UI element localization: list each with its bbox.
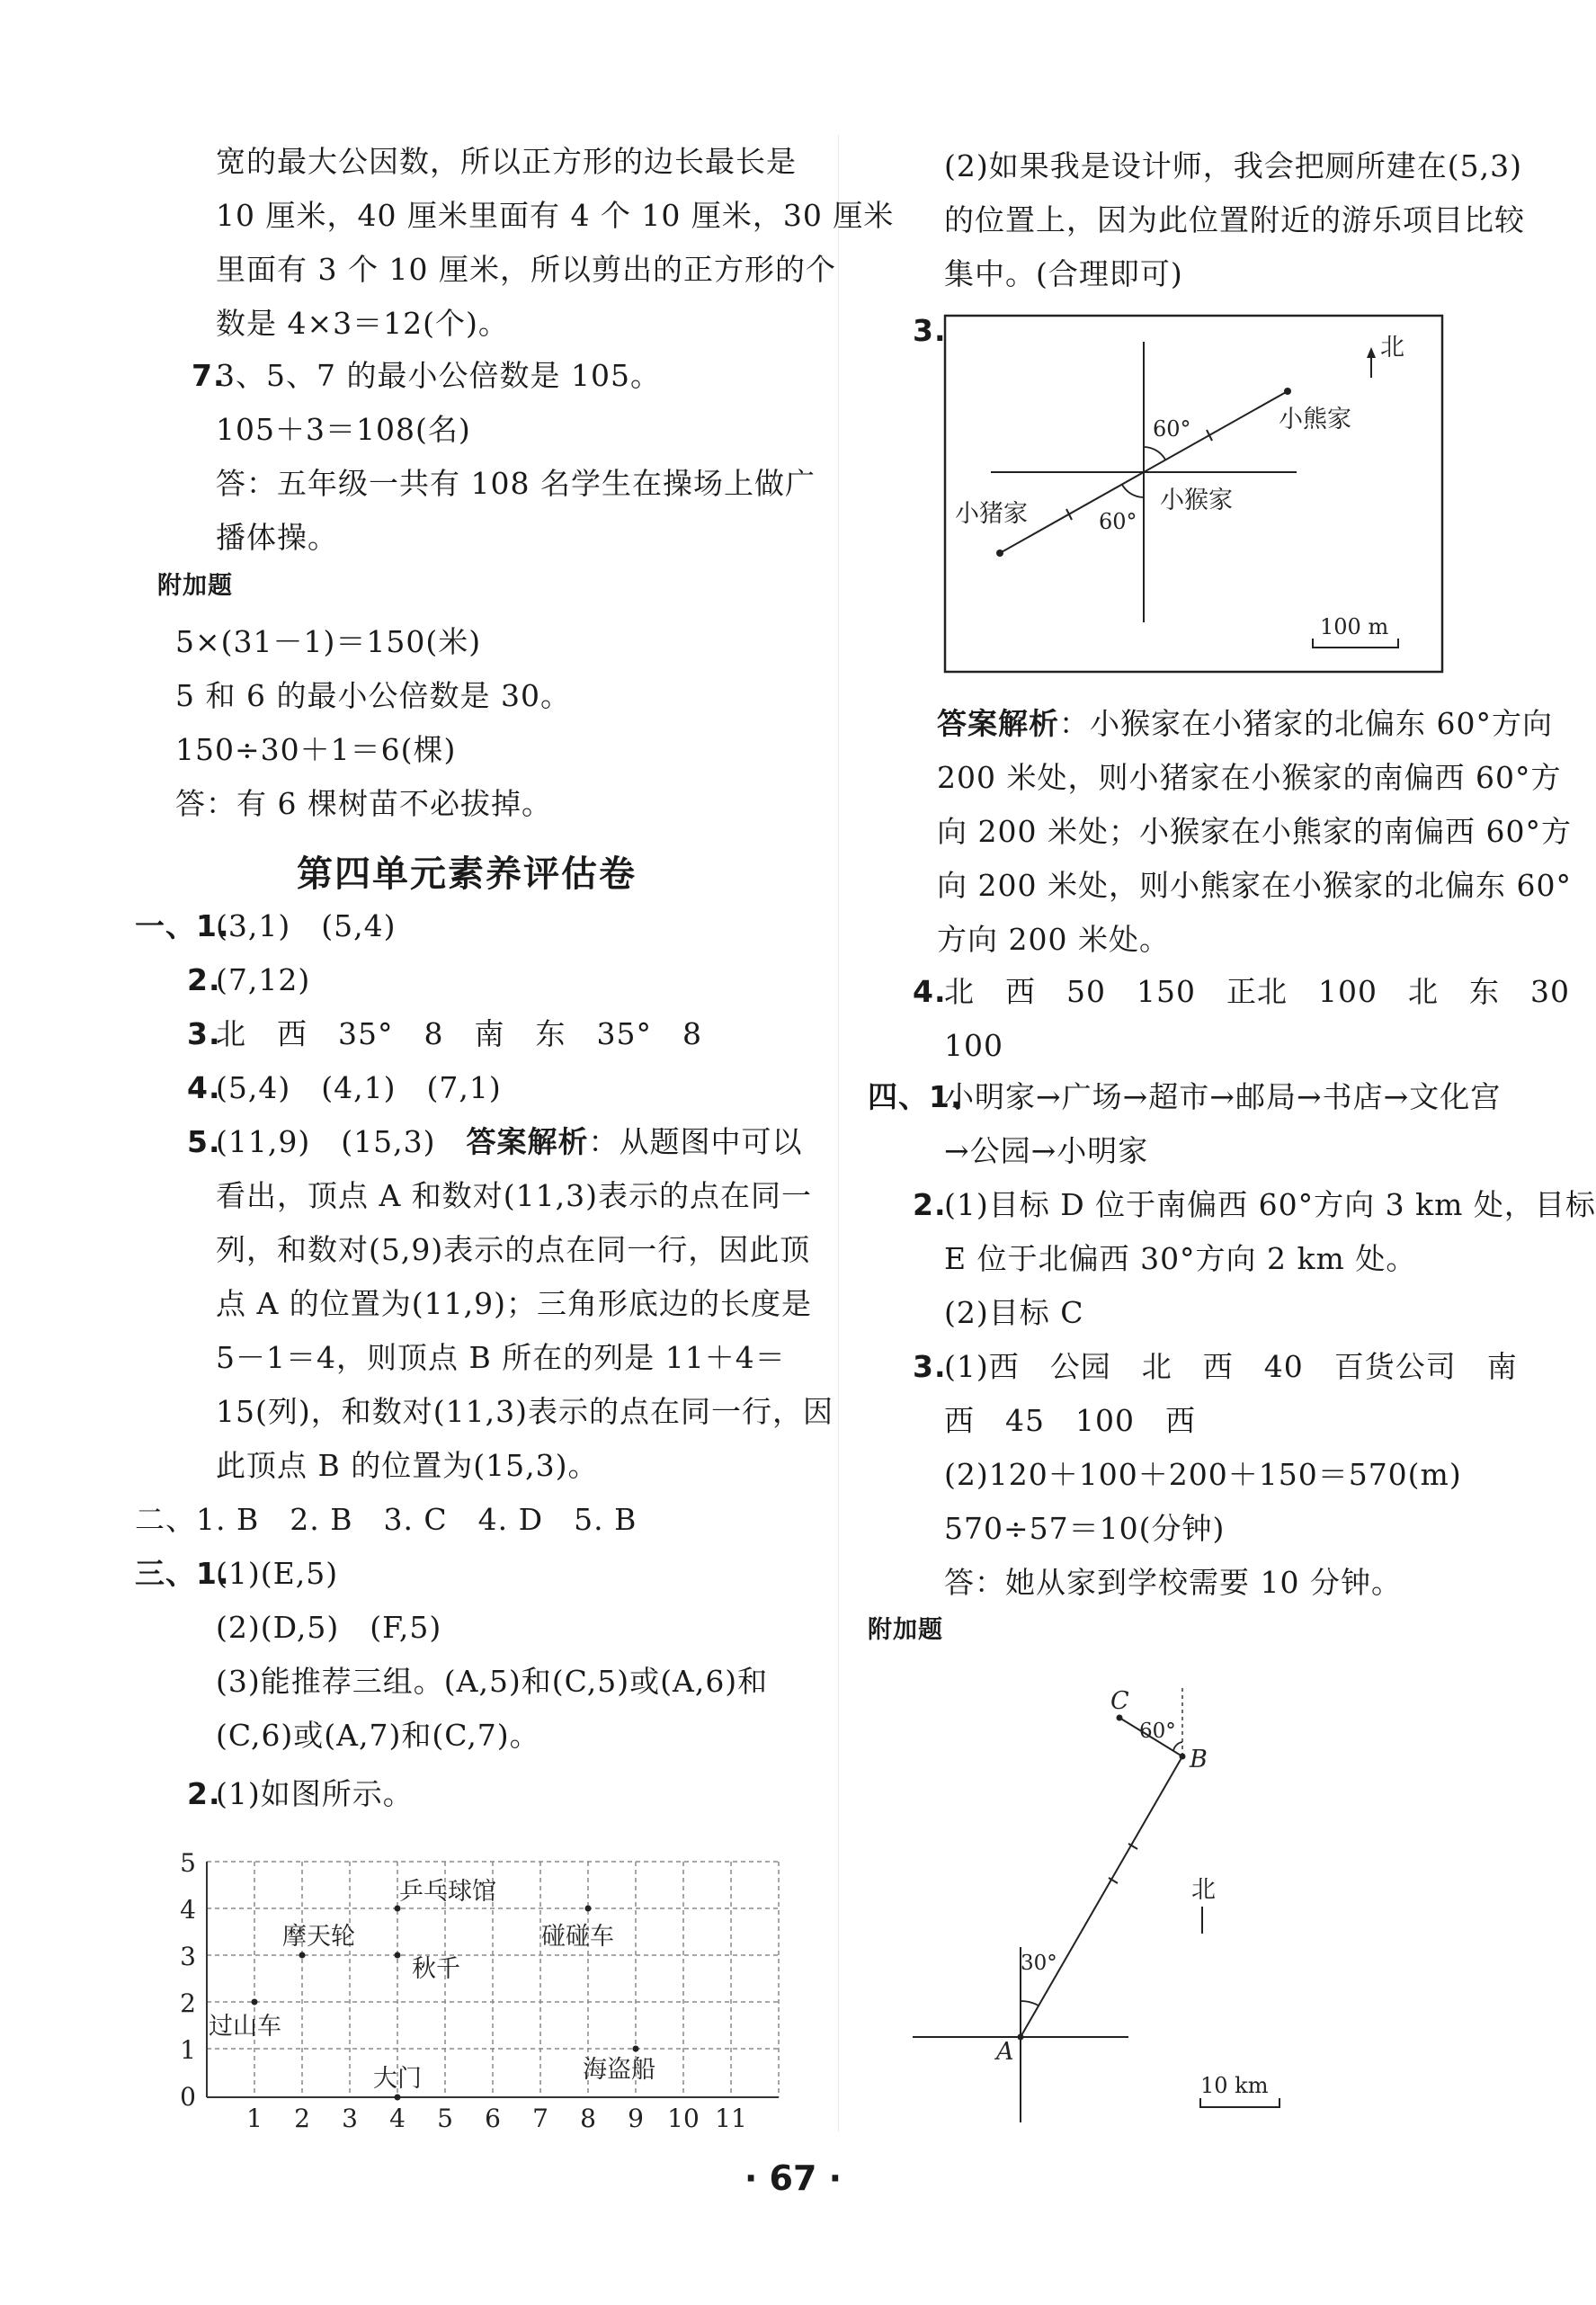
text-line: (2)目标 C — [944, 1295, 1084, 1330]
angle-label: 60° — [1139, 1720, 1176, 1743]
section-number: 四、1. — [868, 1079, 963, 1114]
y-tick: 4 — [180, 1895, 196, 1925]
text-line: 105＋3＝108(名) — [216, 412, 471, 447]
text-line: 宽的最大公因数，所以正方形的边长最长是 — [216, 144, 797, 179]
answer-values: (11,9) (15,3) — [216, 1124, 467, 1159]
question-number: 5. — [187, 1124, 221, 1159]
text-line: (2)(D,5) (F,5) — [216, 1610, 442, 1645]
segment-ab — [1021, 1756, 1182, 2037]
question-number: 4. — [913, 974, 947, 1009]
angle-arc — [1021, 2001, 1039, 2006]
text-line: 10 厘米，40 厘米里面有 4 个 10 厘米，30 厘米 — [216, 198, 895, 233]
x-tick: 11 — [715, 2104, 747, 2133]
point-c — [1117, 1715, 1123, 1721]
place-point — [585, 1906, 592, 1912]
text-line: 小明家→广场→超市→邮局→书店→文化宫 — [944, 1079, 1502, 1114]
text-line: (3)能推荐三组。(A,5)和(C,5)或(A,6)和 — [216, 1664, 769, 1699]
text-line: 看出，顶点 A 和数对(11,3)表示的点在同一 — [216, 1178, 813, 1213]
point-a — [1018, 2034, 1024, 2041]
place-label: 摩天轮 — [282, 1923, 355, 1951]
text-line: (2)如果我是设计师，我会把厕所建在(5,3) — [944, 148, 1522, 183]
question-number: 4. — [187, 1070, 221, 1105]
place-label: 过山车 — [209, 2013, 281, 2041]
text-line: 570÷57＝10(分钟) — [944, 1511, 1226, 1546]
place-point — [395, 1952, 401, 1959]
text-line — [216, 1124, 802, 1160]
text-line: (1)西 公园 北 西 40 百货公司 南 — [944, 1349, 1518, 1384]
place-point — [252, 1999, 258, 2006]
text-line: 集中。(合理即可) — [944, 256, 1183, 291]
text-line: 方向 200 米处。 — [937, 922, 1170, 957]
extra-section-title: 附加题 — [868, 1616, 943, 1644]
y-tick: 2 — [180, 1988, 196, 2018]
question-number: 2. — [187, 1776, 221, 1811]
extra-section-title: 附加题 — [157, 572, 233, 600]
x-tick: 8 — [580, 2104, 596, 2133]
scale-bar — [1200, 2098, 1279, 2107]
unit-heading: 第四单元素养评估卷 — [297, 853, 637, 895]
text-line: 5 和 6 的最小公倍数是 30。 — [175, 678, 571, 713]
text-line: 向 200 米处；小猴家在小熊家的南偏西 60°方 — [937, 814, 1572, 849]
place-label: 海盗船 — [583, 2056, 655, 2084]
analysis-label: 答案解析 — [937, 706, 1059, 741]
place-label: 碰碰车 — [541, 1923, 614, 1951]
label-b: B — [1190, 1746, 1208, 1773]
text-line: 100 — [944, 1028, 1003, 1063]
text-line: (1)(E,5) — [216, 1556, 339, 1591]
text-line: →公园→小明家 — [944, 1133, 1149, 1168]
text-line: 答：五年级一共有 108 名学生在操场上做广 — [216, 466, 816, 501]
angle-arc — [1173, 1742, 1182, 1751]
x-tick: 2 — [294, 2104, 310, 2133]
place-point — [299, 1952, 306, 1959]
text-line: 200 米处，则小猪家在小猴家的南偏西 60°方 — [937, 760, 1562, 795]
x-tick: 4 — [389, 2104, 406, 2133]
page-number: · 67 · — [744, 2158, 843, 2198]
place-label-pig: 小猪家 — [955, 500, 1028, 528]
place-label: 大门 — [373, 2065, 422, 2093]
direction-map-figure — [944, 315, 1443, 675]
text-line: 二、1. B 2. B 3. C 4. D 5. B — [135, 1502, 638, 1537]
place-point — [395, 1906, 401, 1912]
place-label-monkey: 小猴家 — [1160, 487, 1233, 514]
text-line: 数是 4×3＝12(个)。 — [216, 306, 509, 341]
x-tick: 7 — [532, 2104, 548, 2133]
y-tick: 3 — [180, 1942, 196, 1971]
place-point — [395, 2095, 401, 2101]
text-line: (3,1) (5,4) — [216, 908, 397, 943]
place-label-bear: 小熊家 — [1279, 406, 1351, 433]
text-line — [937, 706, 1553, 742]
text-line: 5×(31－1)＝150(米) — [175, 624, 482, 659]
analysis-label: 答案解析 — [466, 1124, 589, 1159]
text-line: 150÷30＋1＝6(棵) — [175, 732, 457, 767]
text-line: 西 45 100 西 — [944, 1403, 1196, 1438]
section-number: 一、1. — [135, 908, 230, 943]
y-tick: 5 — [180, 1848, 196, 1878]
x-tick: 9 — [628, 2104, 644, 2133]
text-line: 向 200 米处，则小熊家在小猴家的北偏东 60° — [937, 868, 1572, 903]
question-number: 2. — [913, 1187, 947, 1222]
section-number: 三、1. — [135, 1556, 230, 1591]
bearing-path-figure — [904, 1668, 1335, 2136]
x-tick: 5 — [437, 2104, 453, 2133]
scale-label: 10 km — [1200, 2073, 1269, 2098]
text-line: E 位于北偏西 30°方向 2 km 处。 — [944, 1241, 1417, 1276]
text-line: (1)目标 D 位于南偏西 60°方向 3 km 处，目标 — [944, 1187, 1596, 1222]
text-line: 3、5、7 的最小公倍数是 105。 — [216, 358, 661, 393]
text-line: 5－1＝4，则顶点 B 所在的列是 11＋4＝ — [216, 1340, 786, 1375]
question-number: 7. — [192, 358, 226, 393]
park-grid-figure — [180, 1835, 818, 2140]
text-line: 答：有 6 棵树苗不必拔掉。 — [175, 786, 552, 821]
label-a: A — [996, 2038, 1014, 2066]
angle-label: 30° — [1021, 1952, 1057, 1975]
x-tick: 3 — [342, 2104, 358, 2133]
analysis-text: ：从题图中可以 — [588, 1124, 803, 1159]
y-tick: 0 — [180, 2082, 196, 2112]
text-line: 此顶点 B 的位置为(15,3)。 — [216, 1448, 599, 1483]
y-tick: 1 — [180, 2035, 196, 2065]
bear-home-point — [1284, 388, 1291, 395]
text-line: 的位置上，因为此位置附近的游乐项目比较 — [944, 202, 1525, 237]
question-number: 2. — [187, 962, 221, 997]
angle-arc — [1122, 485, 1144, 497]
x-tick: 1 — [246, 2104, 263, 2133]
column-divider — [838, 135, 839, 2131]
angle-label: 60° — [1153, 416, 1191, 442]
text-line: 列，和数对(5,9)表示的点在同一行，因此顶 — [216, 1232, 811, 1267]
x-tick: 6 — [485, 2104, 501, 2133]
place-label: 乒乓球馆 — [399, 1878, 496, 1906]
text-line: (7,12) — [216, 962, 311, 997]
place-point — [633, 2046, 639, 2052]
question-number: 3. — [913, 313, 947, 348]
text-line: 答：她从家到学校需要 10 分钟。 — [944, 1565, 1402, 1600]
question-number: 3. — [187, 1016, 221, 1051]
analysis-text: ：小猴家在小猪家的北偏东 60°方向 — [1059, 706, 1553, 741]
label-c: C — [1110, 1687, 1129, 1715]
text-line: (C,6)或(A,7)和(C,7)。 — [216, 1718, 540, 1753]
north-label: 北 — [1380, 334, 1404, 362]
place-label: 秋千 — [412, 1955, 460, 1983]
text-line: 里面有 3 个 10 厘米，所以剪出的正方形的个 — [216, 252, 836, 287]
text-line: 点 A 的位置为(11,9)；三角形底边的长度是 — [216, 1286, 813, 1321]
angle-arc — [1144, 447, 1165, 460]
scale-label: 100 m — [1320, 614, 1389, 639]
text-line: (1)如图所示。 — [216, 1776, 414, 1811]
text-line: 北 西 50 150 正北 100 北 东 30 — [944, 974, 1570, 1009]
scale-bar — [1313, 639, 1398, 648]
question-number: 3. — [913, 1349, 947, 1384]
text-line: (5,4) (4,1) (7,1) — [216, 1070, 502, 1105]
text-line: 播体操。 — [216, 520, 338, 555]
north-label: 北 — [1191, 1876, 1216, 1904]
text-line: (2)120＋100＋200＋150＝570(m) — [944, 1457, 1462, 1492]
north-arrowhead-icon — [1367, 347, 1376, 358]
point-b — [1180, 1754, 1186, 1760]
x-tick: 10 — [667, 2104, 700, 2133]
pig-home-point — [996, 549, 1003, 557]
angle-label: 60° — [1099, 509, 1137, 534]
text-line: 15(列)，和数对(11,3)表示的点在同一行，因 — [216, 1394, 834, 1429]
text-line: 北 西 35° 8 南 东 35° 8 — [216, 1016, 702, 1051]
